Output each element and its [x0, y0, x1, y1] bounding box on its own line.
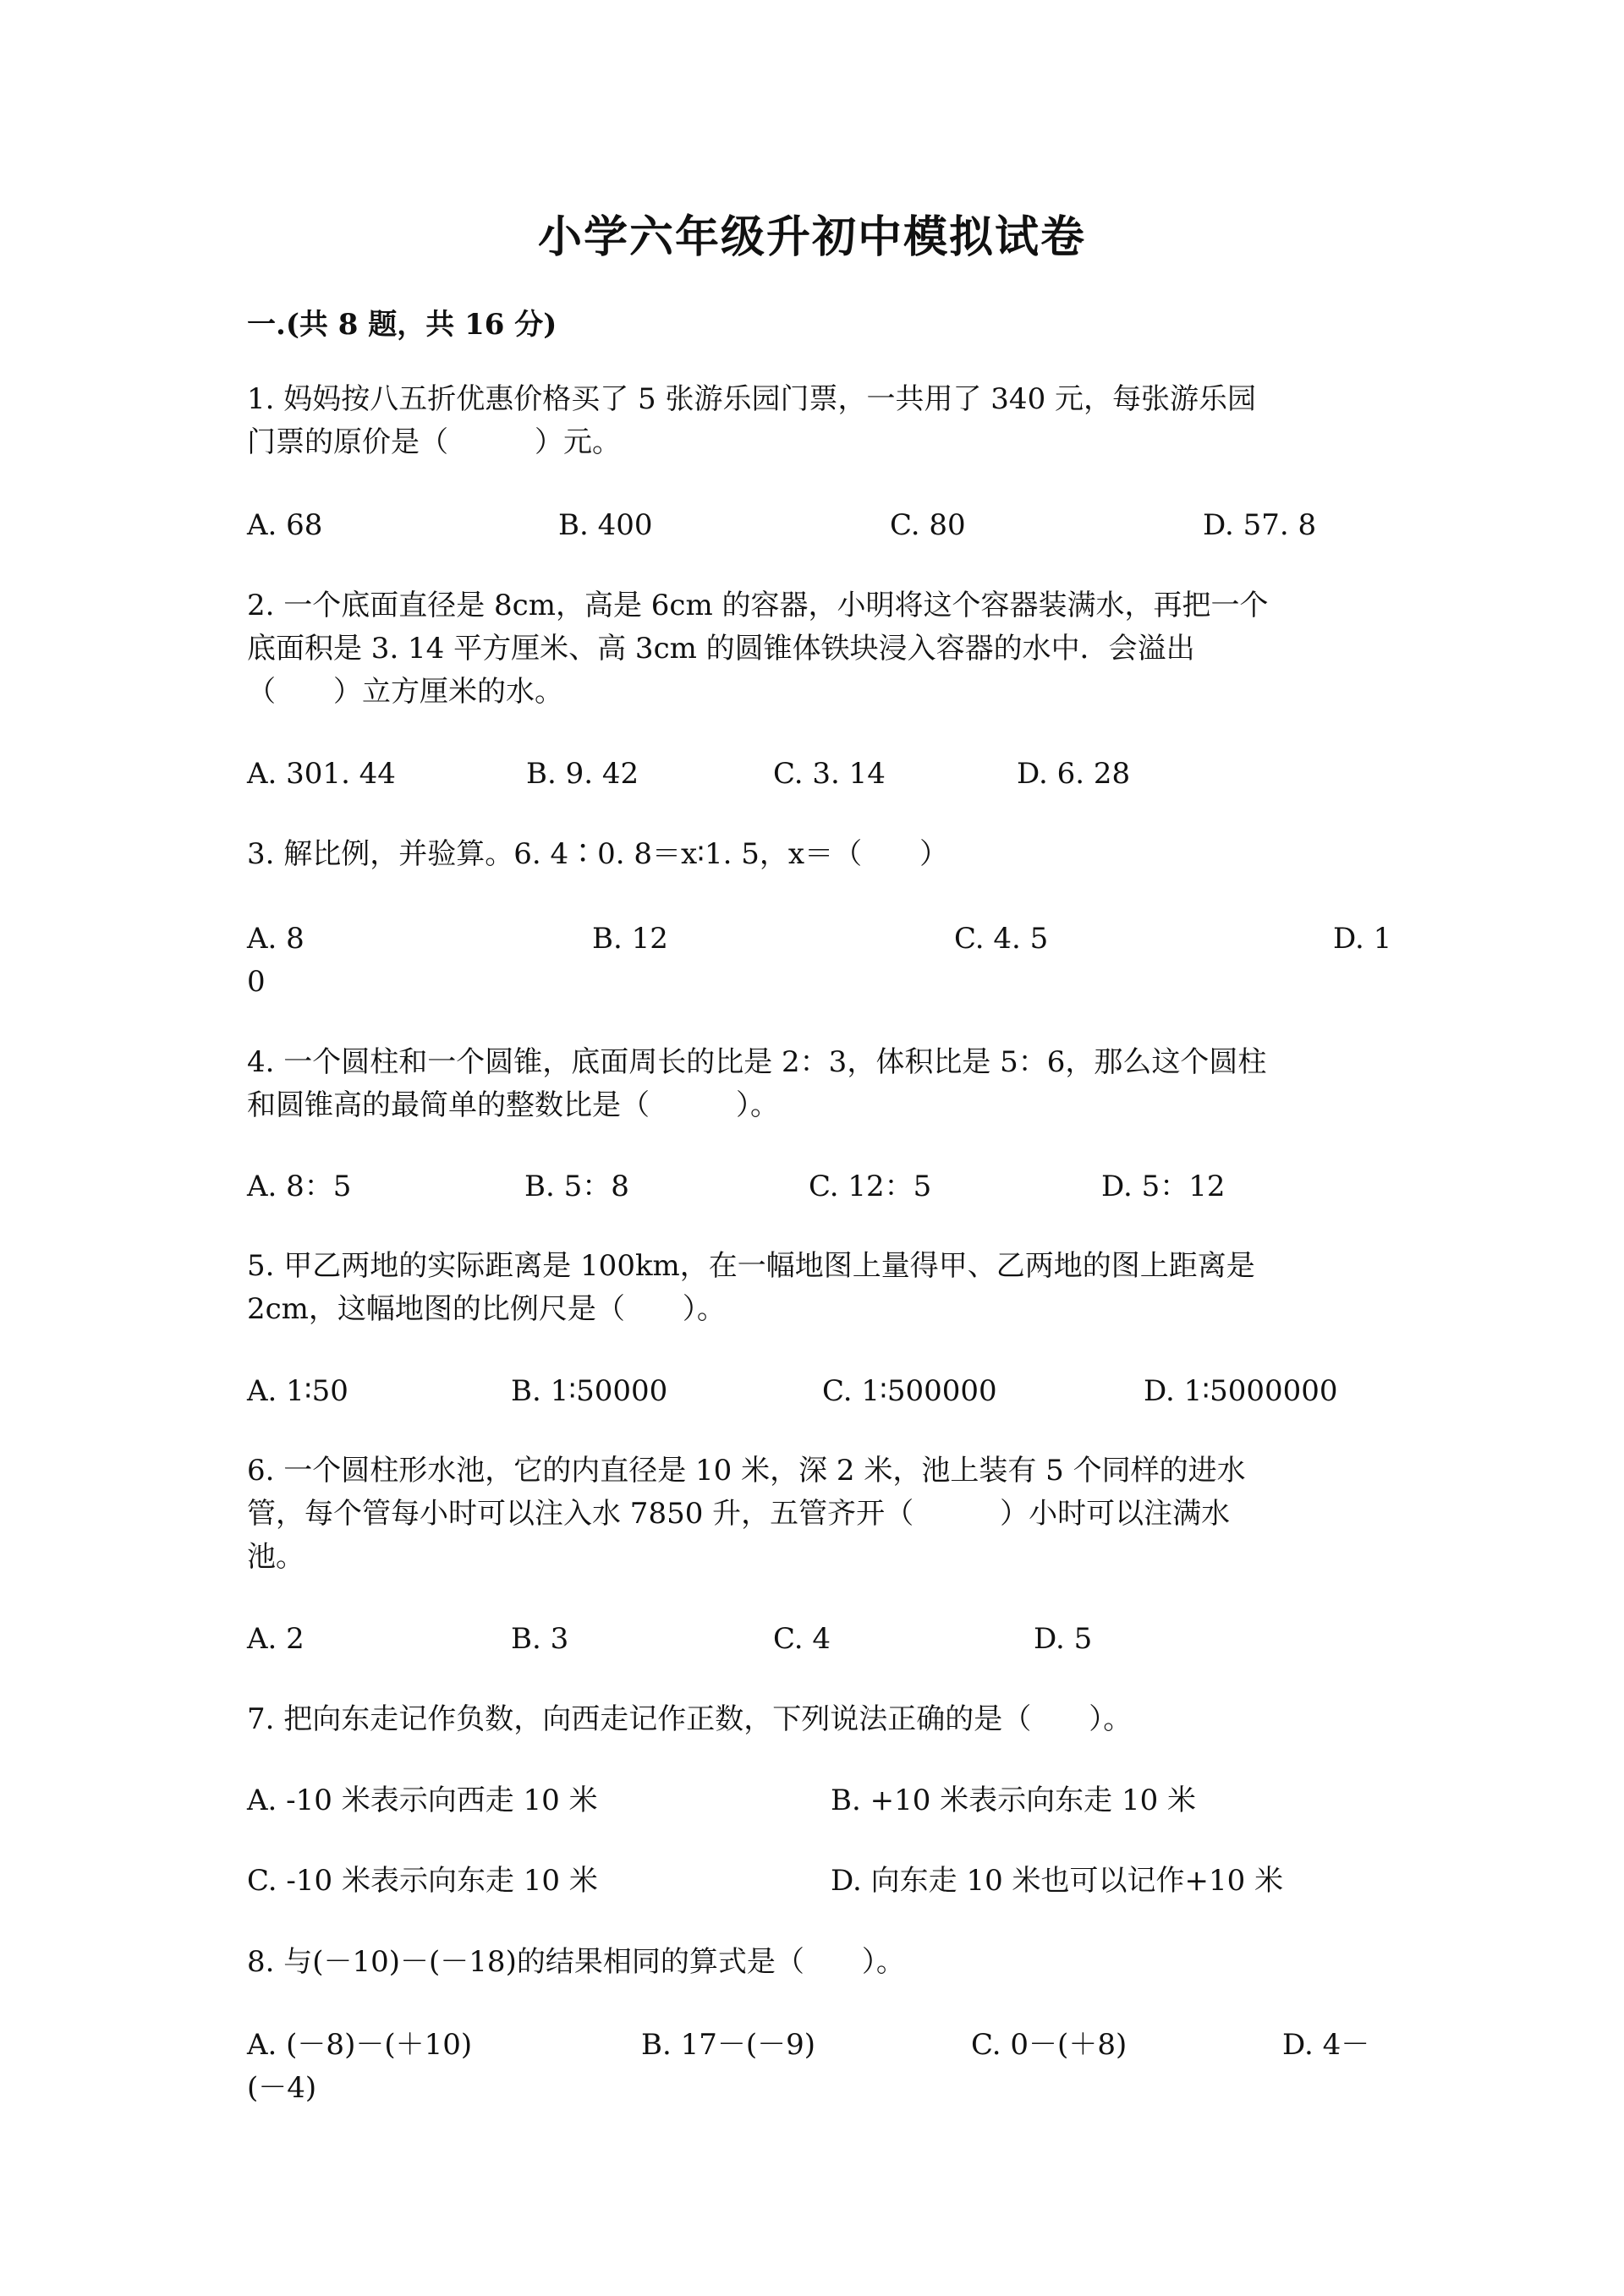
- options-3: [247, 918, 1392, 961]
- options-2: [247, 753, 1380, 796]
- section-heading: 一.(共 8 题，共 16 分): [247, 308, 557, 342]
- question-line: 池。: [247, 1540, 304, 1574]
- option-b[interactable]: B. 17－(－9): [641, 2028, 816, 2062]
- option-b[interactable]: B. 3: [511, 1622, 569, 1656]
- question-line: 7. 把向东走记作负数，向西走记作正数，下列说法正确的是（ ）。: [247, 1702, 1133, 1736]
- option-a[interactable]: A. 8：5: [247, 1170, 352, 1203]
- option-a[interactable]: A. 68: [247, 508, 323, 542]
- option-b[interactable]: B. 9. 42: [526, 757, 639, 791]
- options-1: [247, 504, 1380, 547]
- option-c[interactable]: C. -10 米表示向东走 10 米: [247, 1864, 598, 1898]
- question-2: [247, 584, 1380, 714]
- option-a[interactable]: A. 8: [247, 922, 304, 956]
- question-line: 6. 一个圆柱形水池，它的内直径是 10 米，深 2 米，池上装有 5 个同样的进水: [247, 1454, 1246, 1488]
- option-c[interactable]: C. 80: [890, 508, 966, 542]
- question-line: 4. 一个圆柱和一个圆锥，底面周长的比是 2：3，体积比是 5：6，那么这个圆柱: [247, 1045, 1267, 1079]
- option-b[interactable]: B. 1∶50000: [511, 1374, 668, 1408]
- options-6: [247, 1618, 1380, 1661]
- options-4: [247, 1165, 1380, 1208]
- option-d[interactable]: D. 5：12: [1101, 1170, 1226, 1203]
- question-3: [247, 833, 1380, 876]
- option-a[interactable]: A. 2: [247, 1622, 304, 1656]
- option-b[interactable]: B. 400: [558, 508, 653, 542]
- options-8: [247, 2024, 1380, 2067]
- option-d[interactable]: D. 1: [1333, 922, 1392, 956]
- question-6: [247, 1449, 1380, 1579]
- option-c[interactable]: C. 12：5: [809, 1170, 932, 1203]
- question-5: [247, 1245, 1380, 1331]
- question-4: [247, 1041, 1380, 1127]
- option-d[interactable]: D. 1∶5000000: [1144, 1374, 1338, 1408]
- option-a[interactable]: A. 1∶50: [247, 1374, 348, 1408]
- question-line: 5. 甲乙两地的实际距离是 100km，在一幅地图上量得甲、乙两地的图上距离是: [247, 1249, 1255, 1283]
- options-5: [247, 1370, 1380, 1413]
- option-c[interactable]: C. 3. 14: [773, 757, 886, 791]
- question-line: 2cm，这幅地图的比例尺是（ ）。: [247, 1292, 726, 1326]
- option-d[interactable]: D. 4－: [1282, 2028, 1370, 2062]
- question-line: 3. 解比例，并验算。6. 4∶0. 8＝x∶1. 5，x＝（ ）: [247, 837, 949, 871]
- page-title: 小学六年级升初中模拟试卷: [537, 211, 1086, 263]
- option-b[interactable]: B. 5：8: [524, 1170, 629, 1203]
- question-line: 底面积是 3. 14 平方厘米、高 3cm 的圆锥体铁块浸入容器的水中．会溢出: [247, 632, 1195, 666]
- option-d[interactable]: D. 向东走 10 米也可以记作+10 米: [831, 1864, 1284, 1898]
- option-d[interactable]: D. 5: [1034, 1622, 1093, 1656]
- option-c[interactable]: C. 1∶500000: [822, 1374, 997, 1408]
- option-a[interactable]: A. -10 米表示向西走 10 米: [247, 1784, 598, 1817]
- option-b[interactable]: B. 12: [592, 922, 668, 956]
- question-line: 1. 妈妈按八五折优惠价格买了 5 张游乐园门票，一共用了 340 元，每张游乐园: [247, 382, 1257, 416]
- question-7: [247, 1698, 1380, 1741]
- option-d[interactable]: D. 57. 8: [1203, 508, 1317, 542]
- question-line: 管，每个管每小时可以注入水 7850 升，五管齐开（ ）小时可以注满水: [247, 1497, 1231, 1531]
- options-7-row1: [247, 1779, 1380, 1822]
- option-a[interactable]: A. (－8)－(＋10): [247, 2028, 473, 2062]
- question-line: 和圆锥高的最简单的整数比是（ ）。: [247, 1088, 779, 1122]
- option-a[interactable]: A. 301. 44: [247, 757, 396, 791]
- option-d-wrap: 0: [247, 965, 266, 999]
- option-c[interactable]: C. 4: [773, 1622, 831, 1656]
- question-1: [247, 378, 1380, 464]
- option-c[interactable]: C. 4. 5: [954, 922, 1049, 956]
- question-line: 8. 与(－10)－(－18)的结果相同的算式是（ ）。: [247, 1945, 905, 1979]
- option-b[interactable]: B. +10 米表示向东走 10 米: [831, 1784, 1197, 1817]
- question-8: [247, 1941, 1380, 1984]
- options-7-row2: [247, 1860, 1380, 1903]
- question-line: 门票的原价是（ ）元。: [247, 425, 621, 459]
- question-line: 2. 一个底面直径是 8cm，高是 6cm 的容器，小明将这个容器装满水，再把一个: [247, 589, 1269, 622]
- option-d[interactable]: D. 6. 28: [1017, 757, 1131, 791]
- question-line: （ ）立方厘米的水。: [247, 675, 563, 709]
- option-d-wrap: (－4): [247, 2071, 317, 2105]
- option-c[interactable]: C. 0－(＋8): [971, 2028, 1127, 2062]
